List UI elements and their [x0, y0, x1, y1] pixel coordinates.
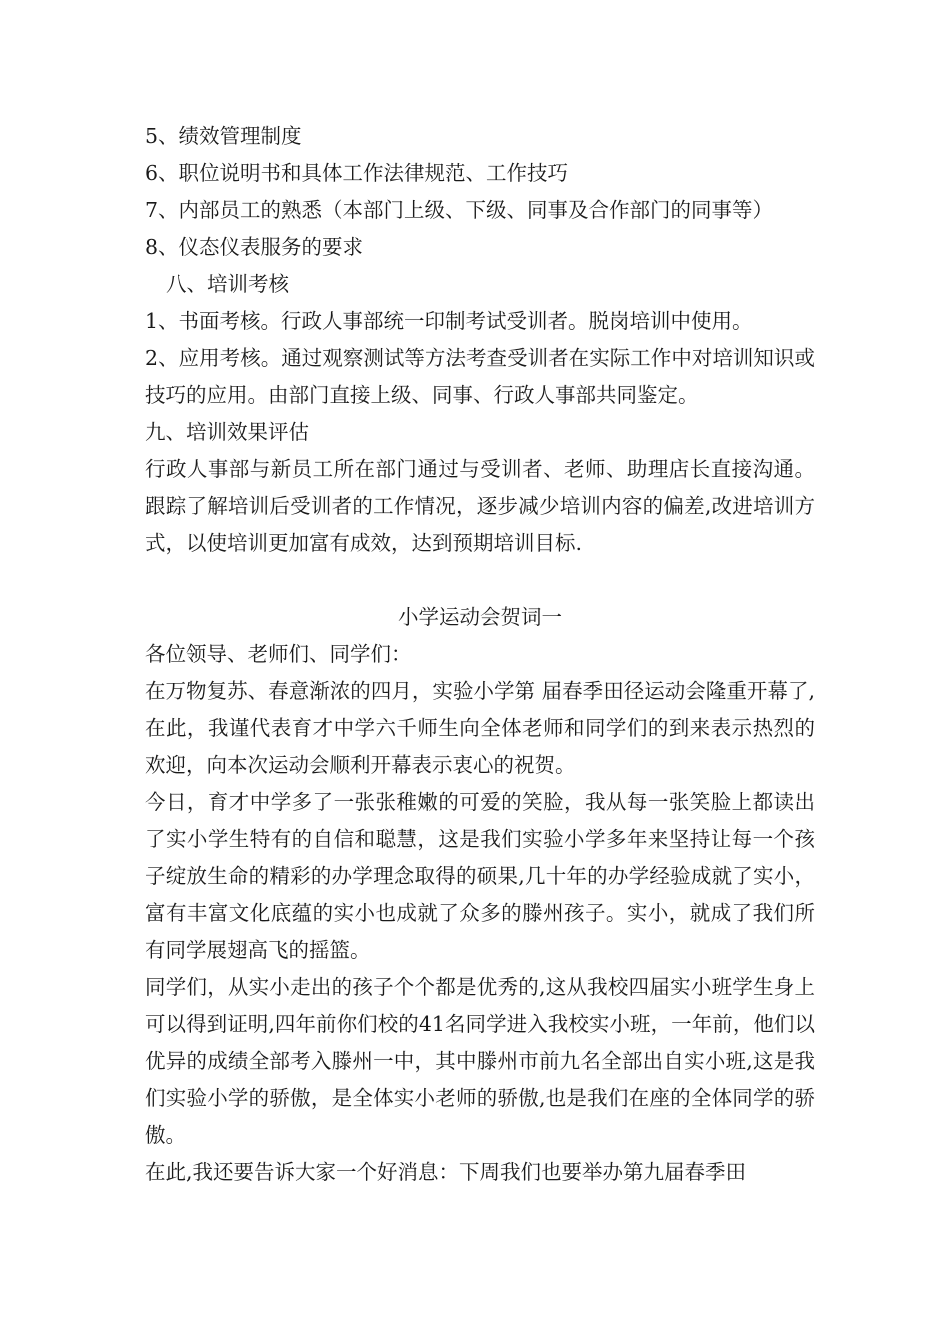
list-item: 7、内部员工的熟悉（本部门上级、下级、同事及合作部门的同事等）: [145, 198, 774, 222]
list-item: 2、应用考核。通过观察测试等方法考查受训者在实际工作中对培训知识或技巧的应用。由部门直接上级、同事、行政人事部共同鉴定。: [145, 346, 815, 407]
speech-title: 小学运动会贺词一: [398, 605, 562, 629]
paragraph: 今日，育才中学多了一张张稚嫩的可爱的笑脸，我从每一张笑脸上都读出了实小学生特有的自信和聪慧，这是我们实验小学多年来坚持让每一个孩子绽放生命的精彩的办学理念取得的硕果,几十年的办学经验成就了实小，富有丰富文化底蕴的实小也成就了众多的滕州孩子。实小，就成了我们所有同学展翅高飞的摇篮。: [145, 790, 815, 962]
section-heading: 九、培训效果评估: [145, 420, 309, 444]
paragraph: 在万物复苏、春意渐浓的四月，实验小学第 届春季田径运动会隆重开幕了,在此，我谨代表育才中学六千师生向全体老师和同学们的到来表示热烈的欢迎，向本次运动会顺利开幕表示衷心的祝贺。: [145, 679, 815, 777]
document-body: [145, 118, 815, 1191]
paragraph: 在此,我还要告诉大家一个好消息：下周我们也要举办第九届春季田: [145, 1160, 747, 1184]
paragraph: 同学们，从实小走出的孩子个个都是优秀的,这从我校四届实小班学生身上可以得到证明,四年前你们校的41名同学进入我校实小班，一年前，他们以优异的成绩全部考入滕州一中，其中滕州市前九名全部出自实小班,这是我们实验小学的骄傲，是全体实小老师的骄傲,也是我们在座的全体同学的骄傲。: [145, 975, 815, 1147]
blank-line: [145, 562, 815, 599]
list-item: 1、书面考核。行政人事部统一印制考试受训者。脱岗培训中使用。: [145, 309, 753, 333]
list-item: 8、仪态仪表服务的要求: [145, 235, 364, 259]
list-item: 6、职位说明书和具体工作法律规范、工作技巧: [145, 161, 569, 185]
section-heading: 八、培训考核: [166, 272, 289, 296]
speech-greeting: 各位领导、老师们、同学们：: [145, 642, 412, 666]
list-item: 5、绩效管理制度: [145, 124, 302, 148]
paragraph: 行政人事部与新员工所在部门通过与受训者、老师、助理店长直接沟通。跟踪了解培训后受训者的工作情况，逐步减少培训内容的偏差,改进培训方式，以使培训更加富有成效，达到预期培训目标.: [145, 457, 815, 555]
